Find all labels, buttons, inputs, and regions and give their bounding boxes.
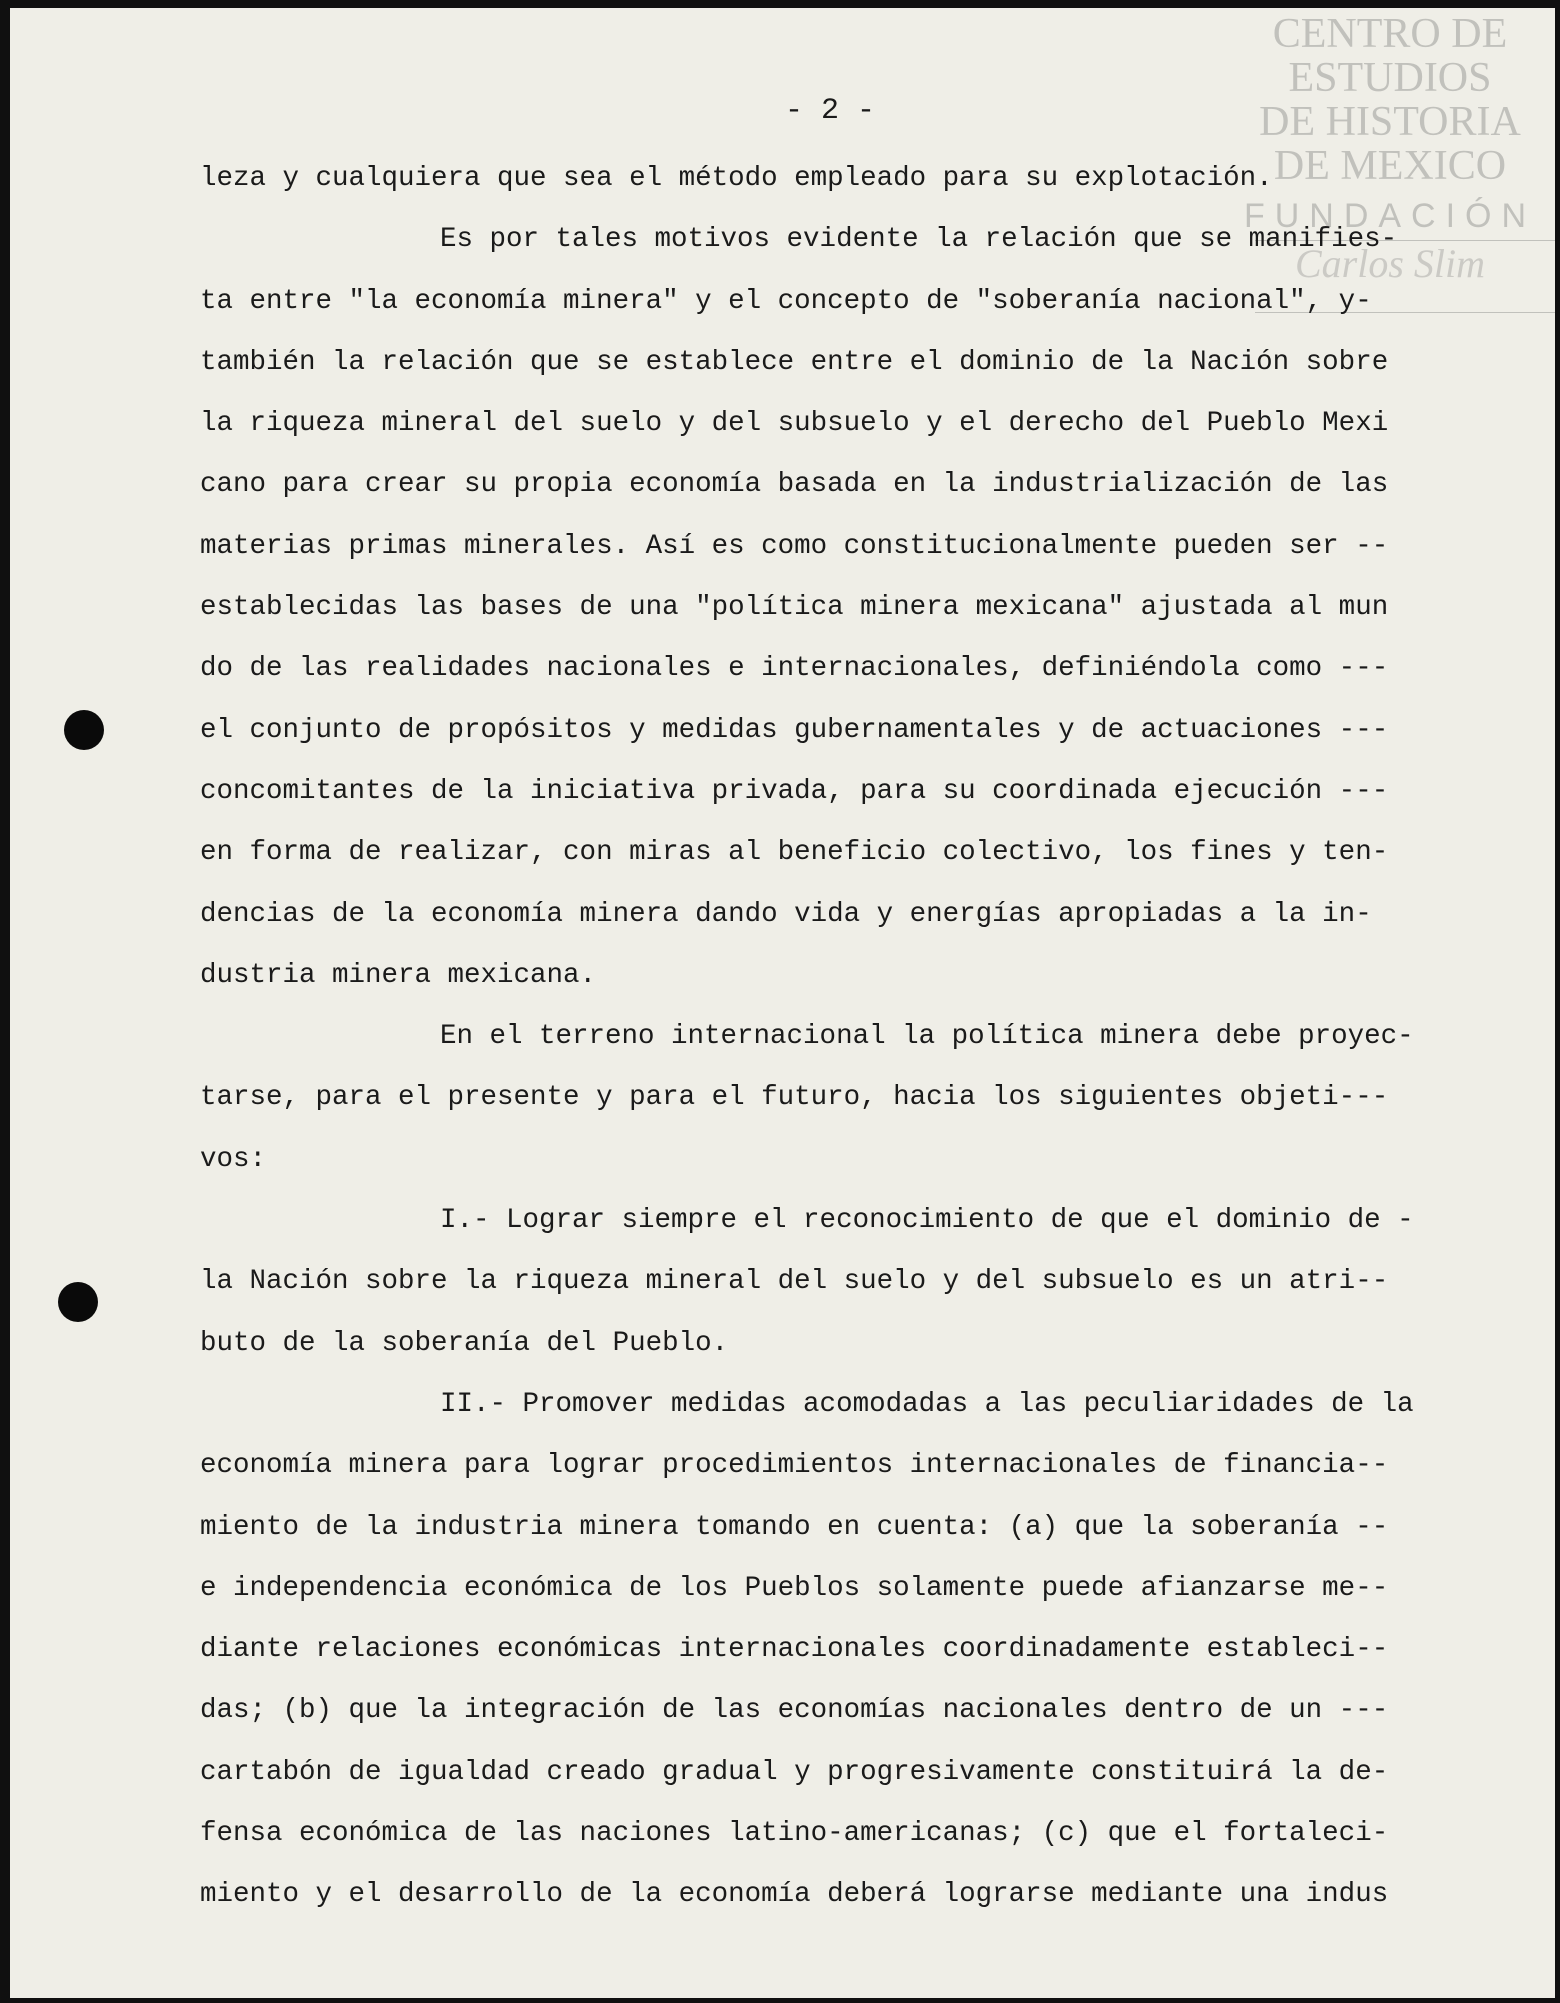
- text-line: ta entre "la economía minera" y el concepto de "soberanía nacional", y-: [200, 285, 1372, 317]
- text-line: la riqueza mineral del suelo y del subsuelo y el derecho del Pueblo Mexi: [200, 408, 1389, 440]
- watermark-line: DE HISTORIA: [1259, 99, 1521, 145]
- text-line: En el terreno internacional la política minera debe proyec-: [440, 1021, 1414, 1053]
- text-line: miento de la industria minera tomando en cuenta: (a) que la soberanía --: [200, 1511, 1389, 1543]
- watermark-signature: Carlos Slim: [1294, 241, 1486, 286]
- text-line: fensa económica de las naciones latino-americanas; (c) que el fortaleci-: [200, 1818, 1389, 1850]
- text-line: diante relaciones económicas internacionales coordinadamente estableci--: [200, 1634, 1389, 1666]
- watermark-line: DE MEXICO: [1273, 143, 1507, 189]
- text-line: miento y el desarrollo de la economía deberá lograrse mediante una indus: [200, 1879, 1389, 1911]
- body-text: [200, 148, 1520, 1926]
- text-line: también la relación que se establece entre el dominio de la Nación sobre: [200, 346, 1389, 378]
- watermark-line: CENTRO DE: [1272, 11, 1508, 57]
- text-line: e independencia económica de los Pueblos solamente puede afianzarse me--: [200, 1572, 1389, 1604]
- text-line: das; (b) que la integración de las economías nacionales dentro de un ---: [200, 1695, 1389, 1727]
- watermark-line: FUNDACIÓN: [1243, 197, 1537, 235]
- text-line: concomitantes de la iniciativa privada, para su coordinada ejecución ---: [200, 775, 1389, 807]
- text-line: leza y cualquiera que sea el método empleado para su explotación.: [200, 163, 1273, 194]
- text-line: Es por tales motivos evidente la relación que se manifies-: [440, 224, 1398, 256]
- text-line: buto de la soberanía del Pueblo.: [200, 1327, 729, 1359]
- text-line: el conjunto de propósitos y medidas gubernamentales y de actuaciones ---: [200, 714, 1389, 746]
- text-line: cano para crear su propia economía basada en la industrialización de las: [200, 469, 1389, 501]
- text-line: I.- Lograr siempre el reconocimiento de que el dominio de -: [440, 1205, 1414, 1237]
- watermark-line: ESTUDIOS: [1288, 55, 1492, 101]
- text-line: establecidas las bases de una "política minera mexicana" ajustada al mun: [200, 592, 1389, 624]
- text-line: cartabón de igualdad creado gradual y progresivamente constituirá la de-: [200, 1756, 1389, 1788]
- punch-hole: [58, 1282, 98, 1322]
- text-line: dencias de la economía minera dando vida y energías apropiadas a la in-: [200, 898, 1372, 930]
- text-line: la Nación sobre la riqueza mineral del suelo y del subsuelo es un atri--: [200, 1266, 1389, 1298]
- text-line: tarse, para el presente y para el futuro, hacia los siguientes objeti---: [200, 1082, 1389, 1114]
- text-line: materias primas minerales. Así es como constitucionalmente pueden ser --: [200, 530, 1389, 562]
- page-number: - 2 -: [784, 94, 875, 128]
- document-page: [10, 8, 1555, 1998]
- text-line: en forma de realizar, con miras al beneficio colectivo, los fines y ten-: [200, 837, 1389, 869]
- punch-hole: [64, 710, 104, 750]
- text-line: dustria minera mexicana.: [200, 959, 597, 991]
- text-line: do de las realidades nacionales e internacionales, definiéndola como ---: [200, 653, 1389, 685]
- text-line: economía minera para lograr procedimientos internacionales de financia--: [200, 1450, 1389, 1482]
- text-line: II.- Promover medidas acomodadas a las peculiaridades de la: [440, 1388, 1414, 1420]
- text-line: vos:: [200, 1143, 267, 1175]
